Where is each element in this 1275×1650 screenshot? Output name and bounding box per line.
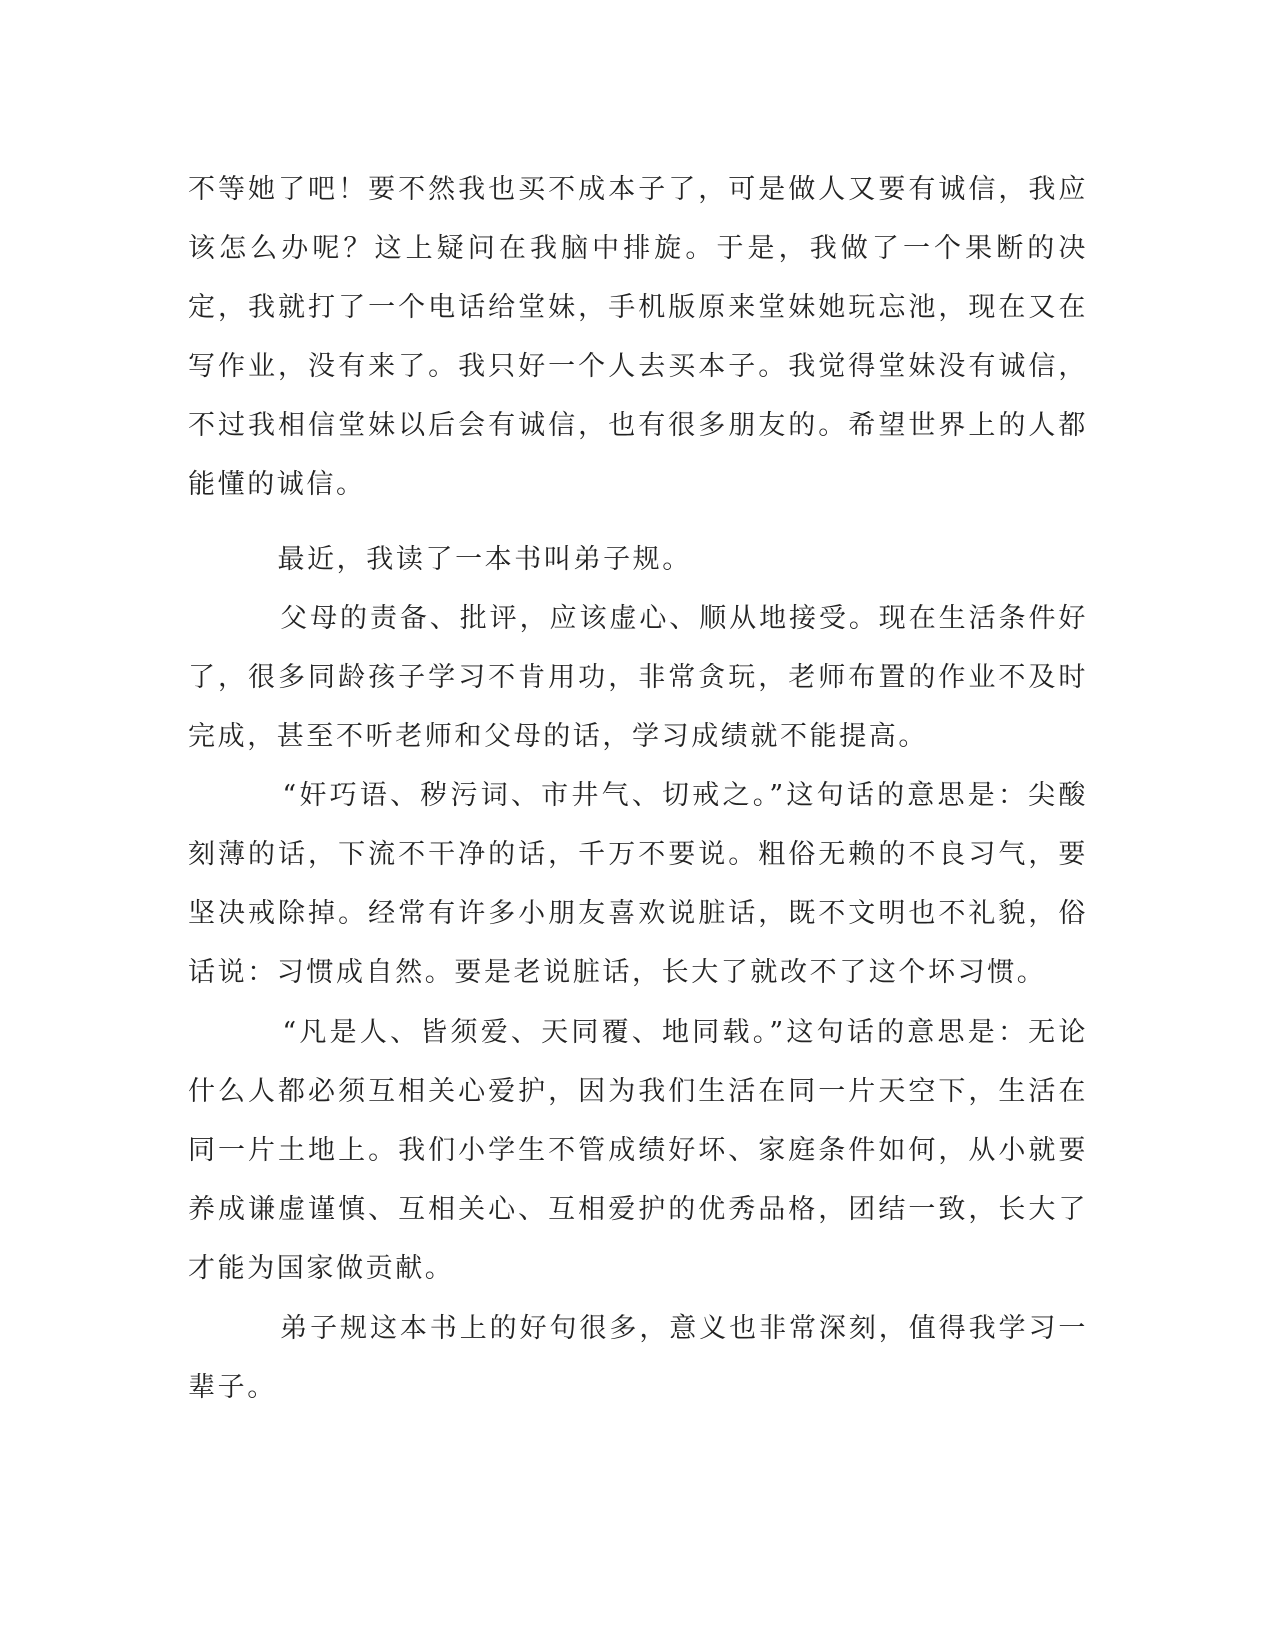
paragraph-parents: 父母的责备、批评，应该虚心、顺从地接受。现在生活条件好了，很多同龄孩子学习不肯用功，非常贪玩，老师布置的作业不及时完成，甚至不听老师和父母的话，学习成绩就不能提高。 bbox=[188, 603, 1089, 752]
paragraph-conclusion: 弟子规这本书上的好句很多，意义也非常深刻，值得我学习一辈子。 bbox=[188, 1313, 1089, 1403]
paragraph-book-intro: 最近，我读了一本书叫弟子规。 bbox=[188, 544, 692, 575]
paragraph-quote-love: “凡是人、皆须爱、天同覆、地同载。”这句话的意思是：无论什么人都必须互相关心爱护，因为我们生活在同一片天空下，生活在同一片土地上。我们小学生不管成绩好坏、家庭条件如何，从小就要养成谦虚谨慎、互相关心、互相爱护的优秀品格，团结一致，长大了才能为国家做贡献。 bbox=[188, 1017, 1088, 1284]
paragraph-quote-speech: “奸巧语、秽污词、市井气、切戒之。”这句话的意思是：尖酸刻薄的话，下流不干净的话，千万不要说。粗俗无赖的不良习气，要坚决戒除掉。经常有许多小朋友喜欢说脏话，既不文明也不礼貌，俗话说：习惯成自然。要是老说脏话，长大了就改不了这个坏习惯。 bbox=[188, 780, 1088, 988]
paragraph-integrity-story: 不等她了吧！要不然我也买不成本子了，可是做人又要有诚信，我应该怎么办呢？这上疑问在我脑中排旋。于是，我做了一个果断的决定，我就打了一个电话给堂妹，手机版原来堂妹她玩忘池，现在又在写作业，没有来了。我只好一个人去买本子。我觉得堂妹没有诚信，不过我相信堂妹以后会有诚信，也有很多朋友的。希望世界上的人都能懂的诚信。 bbox=[188, 174, 1088, 500]
